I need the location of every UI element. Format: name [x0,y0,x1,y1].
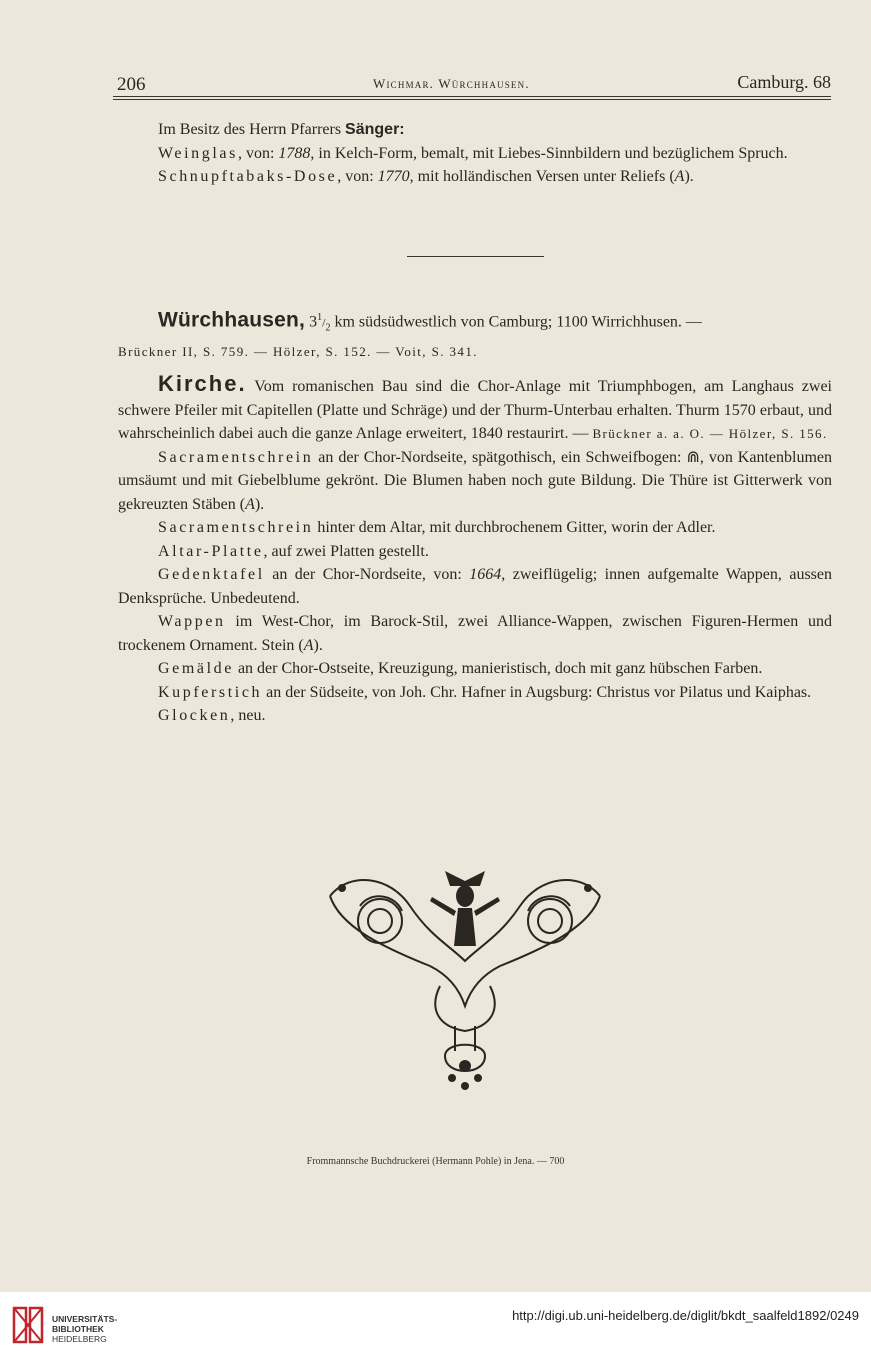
running-title: Wichmar. Würchhausen. [373,76,530,91]
kirche-intro: Kirche. Vom romanischen Bau sind die Chor-Anlage mit Triumphbogen, am Langhaus zwei schwere Pfeiler mit Capitellen (Platte und Schräge) und der Thurm-Unterbau erhalten. Thurm 1570 erbaut, und wahrscheinlich dabei auch die ganze Anlage erweitert, 1840 restaurirt. — Brückner a. a. O. — Hölzer, S. 156. [118,371,832,442]
entry-wappen: Wappen im West-Chor, im Barock-Stil, zwei Alliance-Wappen, zwischen Figuren-Hermen und trockenem Ornament. Stein (A). [118,613,832,654]
entry-sacramentschrein-1: Sacramentschrein an der Chor-Nordseite, spätgothisch, ein Schweifbogen: ⋒, von Kantenblumen umsäumt und mit Giebelblume gekrönt. Die Blumen haben noch gute Bildung. Die Thüre ist Gitterwerk von gekreuzten Stäben (A). [118,448,832,513]
header-rule-bottom [113,99,831,100]
entry-gedenktafel: Gedenktafel an der Chor-Nordseite, von: 1664, zweiflügelig; innen aufgemalte Wappen, aussen Denksprüche. Unbedeutend. [118,566,833,607]
entry-kupferstich: Kupferstich an der Südseite, von Joh. Chr. Hafner in Augsburg: Christus vor Pilatus und Kaiphas. [158,683,812,701]
section-separator [407,256,544,257]
header-rule-top [113,96,831,97]
owner-name: Sänger: [345,121,405,138]
section-label: Camburg. 68 [737,72,831,92]
place-entry [118,306,832,364]
page-number: 206 [117,74,146,95]
place-references: Brückner II, S. 759. — Hölzer, S. 152. — Voit, S. 341. [118,344,478,360]
printer-imprint: Frommannsche Buchdruckerei (Hermann Pohle) in Jena. — 700 [306,1156,565,1167]
entry-glocken: Glocken, neu. [158,707,266,724]
page-header [113,70,831,98]
kirche-section [118,372,832,728]
entry-gemaelde: Gemälde an der Chor-Ostseite, Kreuzigung, manieristisch, doch mit ganz hübschen Farben. [158,660,763,677]
entry-altar-platte: Altar-Platte, auf zwei Platten gestellt. [158,542,429,560]
place-title: Würchhausen, [158,308,306,332]
viewer-footer [0,1292,871,1360]
place-heading-line: Würchhausen, $3^1/_2$ km südsüdwestlich von Camburg; 1100 Wirrichhusen. — [158,308,702,334]
university-logo-icon [10,1302,46,1348]
university-logo-text[interactable]: UNIVERSITÄTS- BIBLIOTHEK HEIDELBERG [52,1314,118,1344]
entry-dose: Schnupftabaks-Dose, von: 1770, mit holländischen Versen unter Reliefs (A). [158,168,694,185]
owner-section [118,118,832,189]
owner-line: Im Besitz des Herrn Pfarrers Sänger: [158,121,405,138]
kirche-title: Kirche. [158,371,247,396]
permalink-url[interactable]: http://digi.ub.uni-heidelberg.de/diglit/bkdt_saalfeld1892/0249 [512,1308,859,1323]
decorative-ornament-icon [320,866,610,1092]
entry-weinglas: Weinglas, von: 1788, in Kelch-Form, bemalt, mit Liebes-Sinnbildern und bezüglichem Spruch. [158,144,788,162]
entry-sacramentschrein-2: Sacramentschrein hinter dem Altar, mit durchbrochenem Gitter, worin der Adler. [158,519,716,536]
